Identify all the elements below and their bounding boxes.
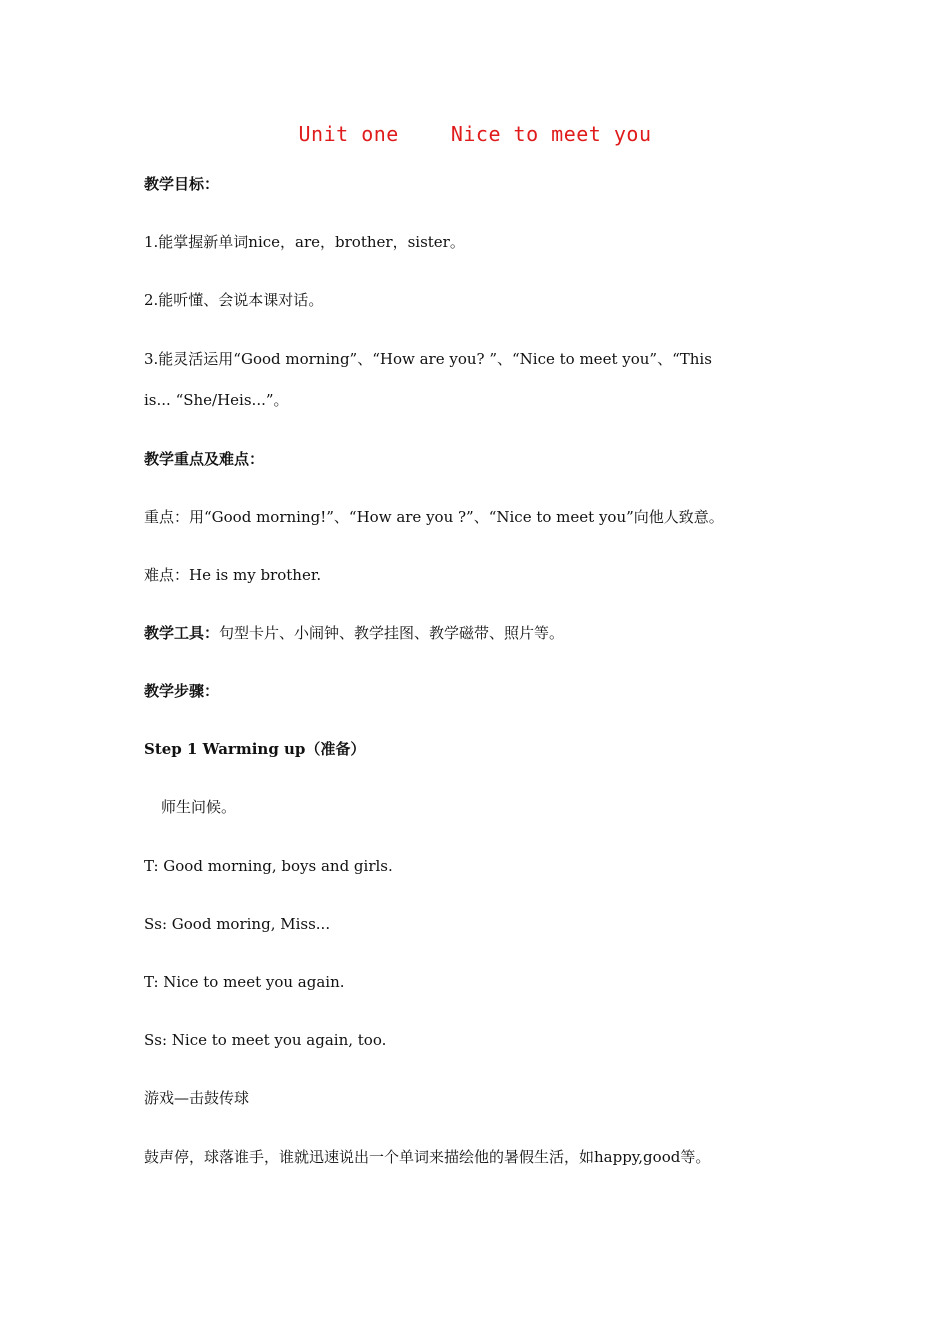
step-1-title: Step 1 Warming up（准备） (144, 740, 366, 758)
dialogue-line-1: T: Good morning, boys and girls. (144, 857, 393, 875)
objective-item-2: 2.能听懂、会说本课对话。 (144, 291, 324, 309)
objectives-heading: 教学目标： (144, 175, 220, 193)
lesson-title (0, 122, 950, 146)
objective-item-3-line-1: 3.能灵活运用“Good morning”、“How are you? ”、“Nice to meet you”、“This (144, 350, 712, 368)
tools-text: 句型卡片、小闹钟、教学挂图、教学磁带、照片等。 (219, 624, 565, 642)
dialogue-line-4: Ss: Nice to meet you again, too. (144, 1031, 387, 1049)
objective-item-3-line-2: is... “She/Heis...”。 (144, 391, 289, 409)
steps-heading: 教学步骤： (144, 682, 220, 700)
game-description: 鼓声停，球落谁手，谁就迅速说出一个单词来描绘他的暑假生活，如happy,good等。 (144, 1148, 711, 1166)
key-point-focus: 重点：用“Good morning!”、“How are you ?”、“Nice to meet you”向他人致意。 (144, 508, 724, 526)
key-points-heading: 教学重点及难点： (144, 450, 265, 468)
teaching-tools (144, 623, 804, 643)
dialogue-line-2: Ss: Good moring, Miss... (144, 915, 331, 933)
tools-label: 教学工具： (144, 624, 220, 642)
key-point-difficulty: 难点：He is my brother. (144, 566, 322, 584)
game-title: 游戏—击鼓传球 (144, 1089, 250, 1107)
title-unit: Unit one (298, 122, 399, 146)
title-topic: Nice to meet you (450, 122, 652, 146)
dialogue-line-3: T: Nice to meet you again. (144, 973, 345, 991)
objective-item-1: 1.能掌握新单词nice，are，brother，sister。 (144, 233, 465, 251)
greeting-text: 师生问候。 (161, 798, 237, 816)
